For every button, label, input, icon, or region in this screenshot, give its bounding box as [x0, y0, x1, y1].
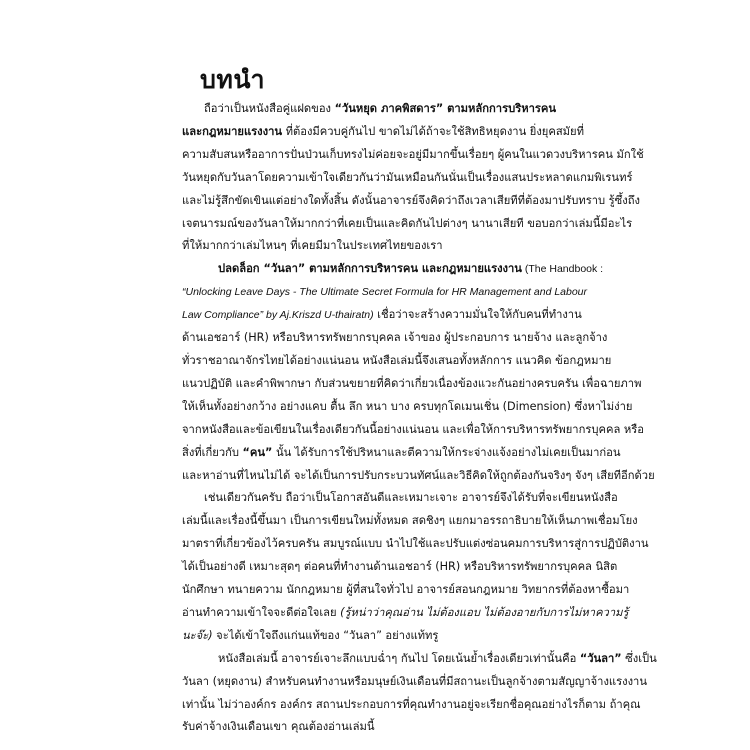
p2-line-3: [182, 304, 638, 327]
p3-line-3: มาตราที่เกี่ยวข้องไว้ครบครัน สมบูรณ์แบบ นำไปใช้และปรับแต่งซ่อนคมการบริหารสู่การปฏิบัติงาน: [182, 537, 649, 551]
p3-line-4: ได้เป็นอย่างดี เหมาะสุดๆ ต่อคนที่ทำงานด้านเอชอาร์ (HR) หรือบริหารทรัพยากรบุคคล นิสิต: [182, 560, 618, 574]
p3-italic-aside-end: นะจ๊ะ): [182, 628, 213, 642]
p3-line-2: เล่มนี้และเรื่องนี้ขึ้นมา เป็นการเขียนใหม่ทั้งหมด สดชิงๆ แยกมาอรรถาธิบายให้เห็นภาพเชื่อมโยง: [182, 514, 638, 528]
p1-line-5: และไม่รู้สึกขัดเขินแต่อย่างใดทั้งสิ้น ดังนั้นอาจารย์จึงคิดว่าถึงเวลาเสียทีที่ต้องมาปรับทราบ รู้ซึ้งถึง: [182, 193, 640, 207]
p1-bold-title-cont: และกฎหมายแรงงาน: [182, 124, 283, 138]
p2-text: เชื่อว่าจะสร้างความมั่นใจให้กับคนที่ทำงาน: [373, 308, 582, 322]
p1-line-6: เจตนารมณ์ของวันลาให้มากกว่าที่เคยเป็นและคิดกันไปต่างๆ นานาเสียที ขอบอกว่าเล่มนี้มีอะไร: [182, 216, 633, 230]
p1-text: ที่ต้องมีควบคู่กันไป ขาดไม่ได้ถ้าจะใช้สิทธิหยุดงาน ยิ่งยุคสมัยที่: [282, 124, 584, 138]
p2-text: สิ่งที่เกี่ยวกับ: [182, 445, 243, 459]
p2-line-7: ให้เห็นทั้งอย่างกว้าง อย่างแคบ ตื้น ลึก หนา บาง ครบทุกโดเมนเชิ่น (Dimension) ซึ่งหาไม่ง่าย: [182, 399, 633, 413]
p3-text: จะได้เข้าใจถึงแก่นแท้ของ “วันลา” อย่างแท้ทรู: [212, 628, 439, 642]
p4-line-4: รับค่าจ้างเงินเดือนเขา คุณต้องอ่านเล่มนี้: [182, 720, 375, 734]
p2-text: นั้น ได้รับการใช้ปริหนาและตีความให้กระจ่างแจ้งอย่างไม่เคยเป็นมาก่อน: [272, 445, 621, 459]
p1-bold-title: “วันหยุด ภาคพิสดาร” ตามหลักการบริหารคน: [334, 102, 556, 115]
p4-line-1: [182, 648, 657, 671]
page-title: บทนำ: [200, 65, 265, 94]
p3-line-6: [182, 602, 638, 625]
p3-line-7: [182, 625, 638, 648]
p1-line-4: วันหยุดกับวันลาโดยความเข้าใจเดียวกันว่ามันเหมือนกันนั่นเป็นเรื่องแสนประหลาดแกมพิเรนทร์: [182, 170, 633, 184]
p2-line-2: [182, 281, 638, 304]
p2-english-title-cont: Law Compliance” by Aj.Kriszd U-thairatn): [182, 309, 374, 322]
p1-line-7: ที่ให้มากกว่าเล่มไหนๆ ที่เคยมีมาในประเทศไทยของเรา: [182, 239, 443, 253]
p4-text: ซึ่งเป็น: [621, 651, 657, 665]
p2-bold-kon: “คน”: [242, 445, 273, 459]
p4-line-3: เท่านั้น ไม่ว่าองค์กร องค์กร สถานประกอบการที่คุณทำงานอยู่จะเรียกชื่อคุณอย่างไรก็ตาม ถ้าคุณ: [182, 697, 641, 711]
p1-text: ถือว่าเป็นหนังสือคู่แฝดของ: [204, 102, 335, 115]
p1-line-3: ความสับสนหรืออาการปั่นป่วนเก็บทรงไม่ค่อยจะอยู่มีมากขึ้นเรื่อยๆ ผู้คนในแวดวงบริหารคน มักใช้: [182, 147, 644, 161]
p2-line-6: แนวปฏิบัติ และคำพิพากษา กับส่วนขยายที่คิดว่าเกี่ยวเนื่องข้องแวะกันอย่างครบครัน เพื่อฉายภาพ: [182, 376, 642, 390]
p2-handbook: (The Handbook :: [521, 263, 604, 276]
p2-line-5: ทั่วราชอาณาจักรไทยได้อย่างแน่นอน หนังสือเล่มนี้จึงเสนอทั้งหลักการ แนวคิด ข้อกฎหมาย: [182, 353, 612, 367]
p4-bold-wanla: “วันลา”: [579, 651, 622, 665]
p3-text: อ่านทำความเข้าใจจะดีต่อใจเลย: [182, 605, 341, 619]
p1-line-1: [182, 98, 638, 121]
p3-italic-aside: (รู้หน่าว่าคุณอ่าน ไม่ต้องแอบ ไม่ต้องอายกับการไม่หาความรู้: [340, 605, 629, 619]
p2-line-4: ด้านเอชอาร์ (HR) หรือบริหารทรัพยากรบุคคล เจ้าของ ผู้ประกอบการ นายจ้าง และลูกจ้าง: [182, 331, 608, 345]
p3-line-1: เช่นเดียวกันครับ ถือว่าเป็นโอกาสอันดีและเหมาะเจาะ อาจารย์จึงได้รับที่จะเขียนหนังสือ: [204, 491, 618, 505]
p3-line-5: นักศึกษา ทนายความ นักกฎหมาย ผู้ที่สนใจทั่วไป อาจารย์สอนกฎหมาย วิทยากรที่ต้องหาซื้อมา: [182, 583, 630, 597]
p2-english-title: “Unlocking Leave Days - The Ultimate Secret Formula for HR Management and Labour: [182, 286, 588, 299]
p2-line-10: และหาอ่านที่ไหนไม่ได้ จะได้เป็นการปรับกระบวนทัศน์และวิธีคิดให้ถูกต้องกันจริงๆ จังๆ เสียทีอีกด้วย: [182, 468, 655, 482]
intro-body: [182, 98, 657, 739]
p2-bold-book-title: ปลดล็อก “วันลา” ตามหลักการบริหารคน และกฎหมายแรงงาน: [218, 262, 522, 276]
p1-line-2: [182, 121, 638, 144]
p4-line-2: วันลา (หยุดงาน) สำหรับคนทำงานหรือมนุษย์เงินเดือนที่มีสถานะเป็นลูกจ้างตามสัญญาจ้างแรงงาน: [182, 674, 647, 688]
p2-line-1: [182, 258, 638, 281]
p4-text: หนังสือเล่มนี้ อาจารย์เจาะลึกแบบฉ่ำๆ กันไป โดยเน้นย้ำเรื่องเดียวเท่านั้นคือ: [218, 651, 580, 665]
p2-line-8: จากหนังสือและข้อเขียนในเรื่องเดียวกันนี้อย่างแน่นอน และเพื่อให้การบริหารทรัพยากรบุคคล หรือ: [182, 422, 644, 436]
p2-line-9: [182, 442, 638, 465]
